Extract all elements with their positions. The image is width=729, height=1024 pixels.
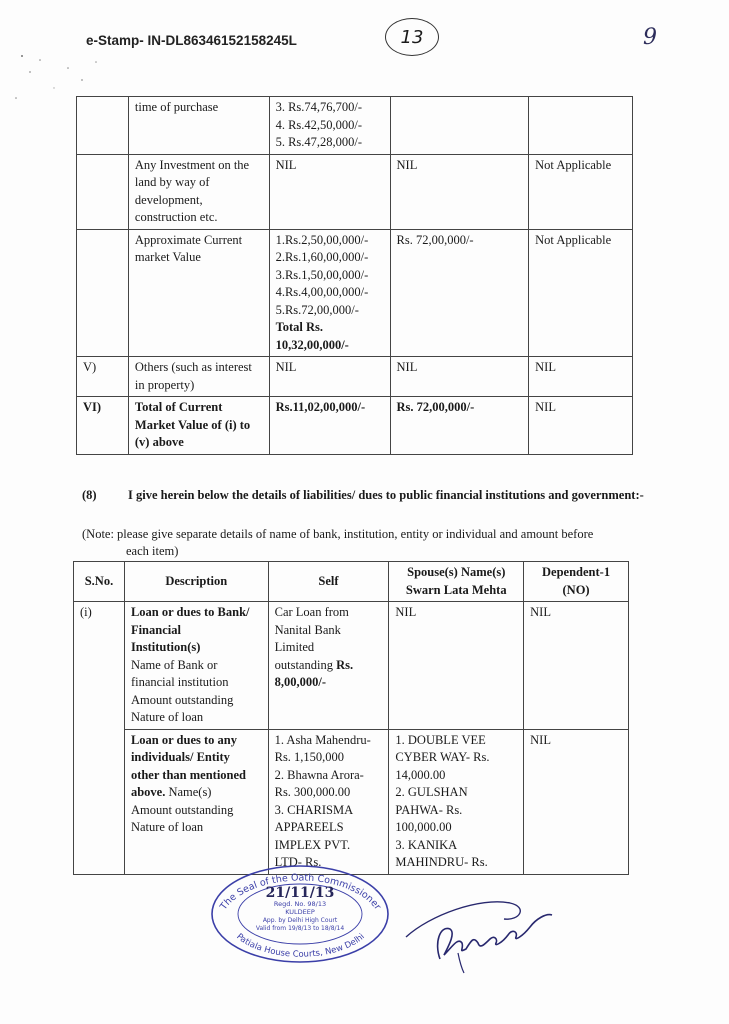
spouse-cell: NIL bbox=[390, 357, 529, 397]
bank-loan-amount: 8,00,000/- bbox=[274, 675, 326, 689]
spouse-cell: NIL bbox=[389, 602, 524, 730]
circled-page-number: 13 bbox=[385, 18, 439, 56]
individual-loan-field: Amount outstanding bbox=[130, 802, 234, 817]
dependent-cell: Not Applicable bbox=[529, 229, 633, 357]
sno-cell bbox=[77, 97, 129, 155]
header-spouse-line: Spouse(s) Name(s) bbox=[407, 565, 506, 579]
bank-loan-field: Nature of loan bbox=[130, 710, 204, 724]
market-value-label: market Value bbox=[134, 250, 201, 264]
description-cell bbox=[124, 602, 268, 730]
individual-loan-title: other than mentioned bbox=[130, 767, 246, 782]
market-value: 4.Rs.4,00,00,000/- bbox=[275, 285, 369, 299]
spouse-cell bbox=[390, 97, 529, 155]
description-cell bbox=[128, 97, 269, 155]
self-cell bbox=[269, 229, 390, 357]
seal-valid: Valid from 19/8/13 to 18/8/14 bbox=[255, 925, 345, 932]
table-row bbox=[74, 602, 629, 730]
seal-regd: Regd. No. 98/13 bbox=[273, 900, 327, 908]
individual-loan-spouse: 1. DOUBLE VEE bbox=[395, 732, 486, 747]
dependent-cell: NIL bbox=[524, 729, 629, 874]
individual-loan-self: 2. Bhawna Arora- bbox=[274, 767, 364, 782]
individual-loan-field: Nature of loan bbox=[130, 820, 204, 834]
dependent-cell: NIL bbox=[529, 397, 633, 455]
spouse-cell: NIL bbox=[390, 154, 529, 229]
seal-arc-top: The Seal of the Oath Commissioner bbox=[218, 872, 383, 913]
note-line: each item) bbox=[126, 544, 179, 558]
individual-loan-self: APPAREELS bbox=[274, 820, 344, 834]
section-note bbox=[82, 526, 657, 560]
bank-loan-self: Nanital Bank bbox=[274, 622, 341, 637]
description-cell bbox=[128, 357, 269, 397]
table-row bbox=[77, 397, 633, 455]
bank-loan-self: outstanding bbox=[274, 657, 333, 672]
seal-date: 21/11/13 bbox=[265, 885, 335, 901]
spouse-cell bbox=[389, 729, 524, 874]
header-dependent-line: (NO) bbox=[562, 582, 590, 597]
dependent-cell bbox=[529, 97, 633, 155]
spouse-cell: Rs. 72,00,000/- bbox=[390, 397, 529, 455]
bank-loan-title: Financial bbox=[130, 622, 181, 637]
description-cell bbox=[128, 229, 269, 357]
investment-label: Any Investment on the bbox=[134, 157, 250, 172]
total-label: Total of Current bbox=[134, 400, 223, 414]
bank-loan-self: Limited bbox=[274, 640, 315, 654]
market-value: 3.Rs.1,50,00,000/- bbox=[275, 267, 369, 282]
market-value: 1.Rs.2,50,00,000/- bbox=[275, 232, 369, 247]
sno-cell bbox=[77, 154, 129, 229]
individual-loan-self: Rs. 1,150,000 bbox=[274, 750, 345, 764]
individual-loan-title: Loan or dues to any bbox=[130, 732, 237, 747]
individual-loan-field: Name(s) bbox=[168, 785, 212, 799]
table-row bbox=[77, 357, 633, 397]
liabilities-table bbox=[73, 561, 629, 875]
investment-label: land by way of bbox=[134, 175, 210, 189]
individual-loan-self: LTD- Rs. bbox=[274, 855, 322, 869]
section-text: I give herein below the details of liabilities/ dues to public financial institutions and government:- bbox=[128, 488, 644, 502]
note-line: (Note: please give separate details of name of bank, institution, entity or individual and amount before bbox=[82, 527, 594, 541]
section-number: (8) bbox=[82, 488, 97, 502]
purchase-value: 3. Rs.74,76,700/- bbox=[275, 100, 363, 114]
section-8 bbox=[82, 487, 657, 504]
header-description: Description bbox=[124, 562, 268, 602]
seal-app: App. by Delhi High Court bbox=[262, 917, 338, 924]
handwritten-page-number: 9 bbox=[643, 25, 657, 50]
sno-cell bbox=[77, 229, 129, 357]
investment-label: construction etc. bbox=[134, 210, 218, 224]
header-dependent-line: Dependent-1 bbox=[542, 565, 611, 579]
self-cell: NIL bbox=[269, 357, 390, 397]
table-header-row bbox=[74, 562, 629, 602]
market-value: 5.Rs.72,00,000/- bbox=[275, 302, 359, 317]
self-cell bbox=[268, 602, 389, 730]
sno-cell: (i) bbox=[74, 602, 125, 875]
dependent-cell: NIL bbox=[529, 357, 633, 397]
total-label: (v) above bbox=[134, 435, 184, 449]
bank-loan-self: Car Loan from bbox=[274, 605, 349, 619]
individual-loan-spouse: 100,000.00 bbox=[395, 820, 452, 834]
market-total: Total Rs. bbox=[275, 320, 324, 334]
table-row bbox=[77, 97, 633, 155]
individual-loan-self: 3. CHARISMA bbox=[274, 802, 354, 817]
market-value-label: Approximate Current bbox=[134, 232, 243, 247]
sno-cell: VI) bbox=[77, 397, 129, 455]
estamp-number: e-Stamp- IN-DL86346152158245L bbox=[86, 33, 297, 48]
seal-name: KULDEEP bbox=[285, 908, 315, 916]
purchase-value: 4. Rs.42,50,000/- bbox=[275, 117, 363, 132]
market-value: 2.Rs.1,60,00,000/- bbox=[275, 250, 369, 264]
purchase-label: time of purchase bbox=[134, 100, 219, 114]
market-total: 10,32,00,000/- bbox=[275, 337, 349, 352]
bank-loan-amount: Rs. bbox=[336, 657, 354, 672]
oath-commissioner-seal-icon bbox=[208, 862, 393, 967]
individual-loan-spouse: CYBER WAY- Rs. bbox=[395, 750, 490, 764]
individual-loan-self: 1. Asha Mahendru- bbox=[274, 732, 371, 747]
header-spouse-line: Swarn Lata Mehta bbox=[405, 582, 507, 597]
self-cell bbox=[269, 97, 390, 155]
self-cell: Rs.11,02,00,000/- bbox=[269, 397, 390, 455]
bank-loan-title: Loan or dues to Bank/ bbox=[130, 605, 250, 619]
table-row bbox=[74, 729, 629, 874]
self-cell: NIL bbox=[269, 154, 390, 229]
individual-loan-self: IMPLEX PVT. bbox=[274, 837, 351, 852]
individual-loan-spouse: 3. KANIKA bbox=[395, 837, 458, 852]
others-label: in property) bbox=[134, 377, 195, 392]
purchase-value: 5. Rs.47,28,000/- bbox=[275, 135, 363, 149]
individual-loan-spouse: 2. GULSHAN bbox=[395, 785, 468, 799]
individual-loan-spouse: MAHINDRU- Rs. bbox=[395, 855, 488, 869]
bank-loan-title: Institution(s) bbox=[130, 640, 201, 654]
others-label: Others (such as interest bbox=[134, 360, 252, 374]
spouse-cell: Rs. 72,00,000/- bbox=[390, 229, 529, 357]
bank-loan-field: financial institution bbox=[130, 675, 229, 689]
table-row bbox=[77, 154, 633, 229]
header-self: Self bbox=[268, 562, 389, 602]
bank-loan-field: Amount outstanding bbox=[130, 692, 234, 707]
total-label: Market Value of (i) to bbox=[134, 417, 251, 432]
individual-loan-title: individuals/ Entity bbox=[130, 750, 230, 764]
description-cell bbox=[128, 154, 269, 229]
table-row bbox=[77, 229, 633, 357]
handwritten-signature-icon bbox=[400, 885, 560, 975]
investment-label: development, bbox=[134, 192, 203, 207]
individual-loan-title: above. bbox=[130, 785, 166, 799]
header-sno: S.No. bbox=[74, 562, 125, 602]
header-dependent bbox=[524, 562, 629, 602]
dependent-cell: Not Applicable bbox=[529, 154, 633, 229]
assets-table bbox=[76, 96, 633, 455]
description-cell bbox=[128, 397, 269, 455]
header-spouse bbox=[389, 562, 524, 602]
individual-loan-self: Rs. 300,000.00 bbox=[274, 785, 351, 799]
seal-arc-bottom: Patiala House Courts, New Delhi bbox=[234, 931, 367, 960]
bank-loan-field: Name of Bank or bbox=[130, 657, 218, 672]
self-cell bbox=[268, 729, 389, 874]
individual-loan-spouse: PAHWA- Rs. bbox=[395, 802, 463, 817]
description-cell bbox=[124, 729, 268, 874]
dependent-cell: NIL bbox=[524, 602, 629, 730]
sno-cell: V) bbox=[77, 357, 129, 397]
individual-loan-spouse: 14,000.00 bbox=[395, 767, 446, 782]
